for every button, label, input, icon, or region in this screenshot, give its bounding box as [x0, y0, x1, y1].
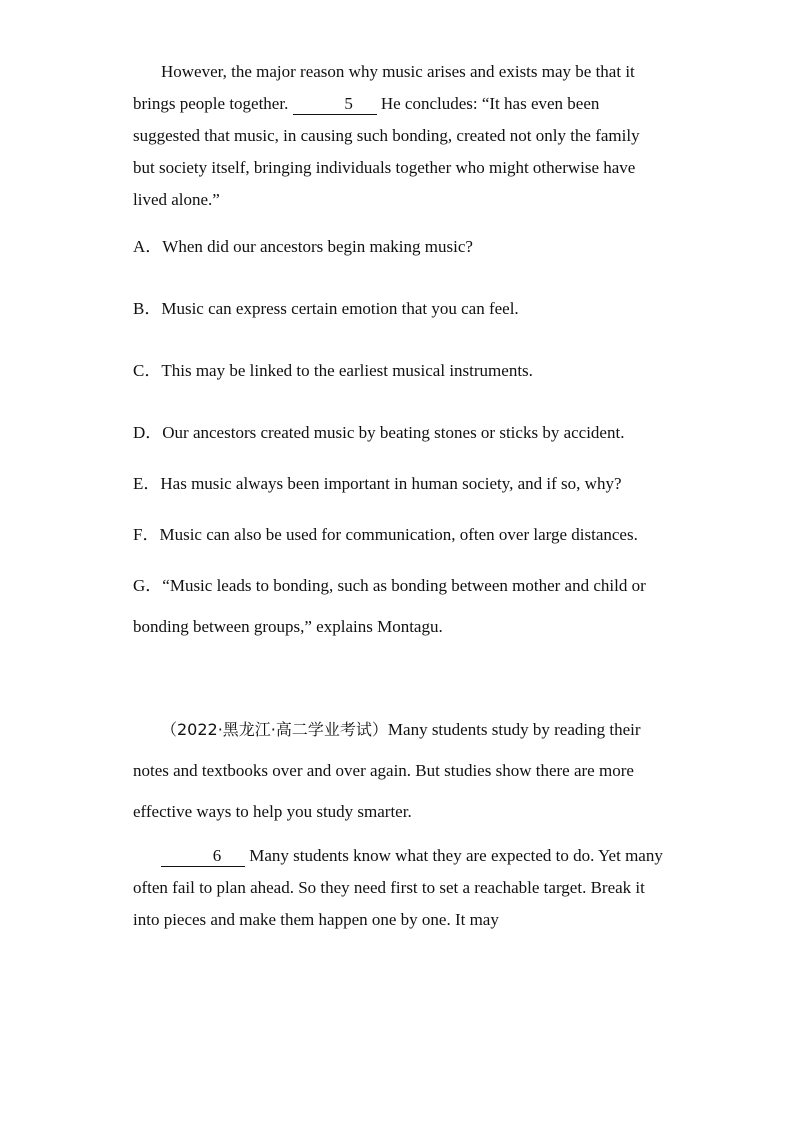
option-g-text: “Music leads to bonding, such as bonding between mother and child or bonding between groups,” explains Montagu. [133, 576, 646, 636]
paragraph-text-before-blank: However, the major reason why music arises and exists may be that it brings people together. [133, 62, 635, 113]
passage-2-paragraph [133, 840, 663, 936]
passage-1-paragraph [133, 56, 663, 216]
option-f-text: Music can also be used for communication, often over large distances. [159, 525, 638, 544]
passage-2-intro [133, 709, 663, 832]
paragraph-text-after-blank-6: Many students know what they are expected to do. Yet many often fail to plan ahead. So they need first to set a reachable target. Break it into pieces and make them happen one by one. It may [133, 846, 663, 929]
answer-blank-6: 6 [161, 846, 245, 867]
option-c: C．This may be linked to the earliest musical instruments. [133, 361, 533, 380]
option-e-text: Has music always been important in human society, and if so, why? [160, 474, 622, 493]
passage-2-intro-text: Many students study by reading their notes and textbooks over and over again. But studies show there are more effective ways to help you study smarter. [133, 720, 641, 821]
option-b: B．Music can express certain emotion that you can feel. [133, 299, 519, 318]
option-e: E．Has music always been important in human society, and if so, why? [133, 474, 622, 493]
option-g: G．“Music leads to bonding, such as bonding between mother and child or bonding between groups,” explains Montagu. [133, 576, 646, 636]
option-d-text: Our ancestors created music by beating stones or sticks by accident. [162, 423, 625, 442]
option-b-text: Music can express certain emotion that you can feel. [161, 299, 519, 318]
question-source: （2022·黑龙江·高二学业考试） [161, 720, 388, 739]
paragraph-text-after-blank: He concludes: “It has even been suggested that music, in causing such bonding, created not only the family but society itself, bringing individuals together who might otherwise have lived alone.” [133, 94, 640, 209]
option-c-text: This may be linked to the earliest musical instruments. [161, 361, 533, 380]
option-a: A．When did our ancestors begin making music? [133, 237, 473, 256]
answer-blank-5: 5 [293, 94, 377, 115]
option-f: F．Music can also be used for communication, often over large distances. [133, 525, 638, 544]
option-d: D．Our ancestors created music by beating stones or sticks by accident. [133, 423, 625, 442]
option-a-text: When did our ancestors begin making music? [162, 237, 473, 256]
document-page [133, 56, 663, 936]
